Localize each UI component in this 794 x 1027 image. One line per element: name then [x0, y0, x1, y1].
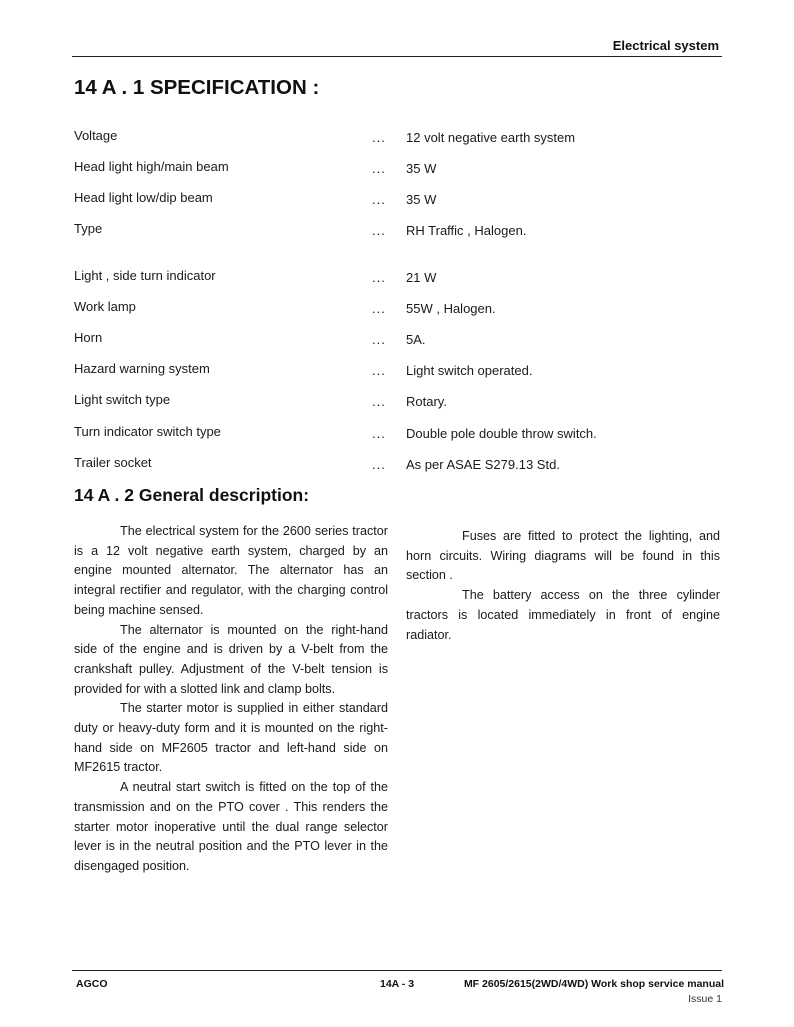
spec-section-title: 14 A . 1 SPECIFICATION : — [74, 76, 320, 99]
spec-leader-dots: ... — [372, 161, 386, 176]
spec-value: RH Traffic , Halogen. — [406, 223, 527, 238]
spec-leader-dots: ... — [372, 130, 386, 145]
description-section-title: 14 A . 2 General description: — [74, 485, 310, 505]
description-column-right — [406, 527, 720, 645]
footer-issue: Issue 1 — [688, 993, 722, 1005]
spec-leader-dots: ... — [372, 270, 386, 285]
description-paragraph: The electrical system for the 2600 series tractor is a 12 volt negative earth system, charged by an engine mounted alternator. The alternator has an integral rectifier and regulator, with the charging control being machine sensed. — [74, 524, 388, 617]
spec-label: Trailer socket — [74, 455, 152, 470]
description-column-left — [74, 522, 388, 877]
spec-row — [0, 221, 794, 241]
spec-value: 35 W — [406, 161, 437, 176]
spec-row — [0, 128, 794, 148]
spec-label: Turn indicator switch type — [74, 424, 221, 439]
spec-leader-dots: ... — [372, 426, 386, 441]
spec-row — [0, 361, 794, 381]
description-paragraph: Fuses are fitted to protect the lighting, and horn circuits. Wiring diagrams will be found in this section . — [406, 529, 720, 583]
header-rule — [72, 56, 722, 57]
spec-value: 55W , Halogen. — [406, 301, 496, 316]
header-section-title: Electrical system — [612, 38, 719, 53]
spec-row — [0, 330, 794, 350]
spec-value: 12 volt negative earth system — [406, 130, 576, 145]
spec-value: Double pole double throw switch. — [406, 426, 597, 441]
spec-leader-dots: ... — [372, 223, 386, 238]
spec-value: As per ASAE S279.13 Std. — [406, 457, 560, 472]
description-paragraph: The battery access on the three cylinder tractors is located immediately in front of engine radiator. — [406, 588, 720, 642]
spec-row — [0, 159, 794, 179]
description-paragraph: A neutral start switch is fitted on the top of the transmission and on the PTO cover . This renders the starter motor inoperative until the dual range selector lever is in the neutral position and the PTO lever in the disengaged position. — [74, 780, 388, 873]
spec-value: 35 W — [406, 192, 437, 207]
spec-leader-dots: ... — [372, 332, 386, 347]
spec-leader-dots: ... — [372, 394, 386, 409]
footer-page-number: 14A - 3 — [380, 978, 415, 990]
footer-manual-title: MF 2605/2615(2WD/4WD) Work shop service manual — [463, 978, 724, 990]
spec-value: Light switch operated. — [406, 363, 533, 378]
spec-label: Light , side turn indicator — [74, 268, 216, 283]
spec-row — [0, 455, 794, 475]
spec-row — [0, 268, 794, 288]
spec-row — [0, 392, 794, 412]
spec-value: 5A. — [406, 332, 426, 347]
spec-leader-dots: ... — [372, 192, 386, 207]
spec-label: Type — [74, 221, 103, 236]
spec-label: Light switch type — [74, 392, 171, 407]
spec-value: 21 W — [406, 270, 437, 285]
spec-leader-dots: ... — [372, 457, 386, 472]
spec-label: Work lamp — [74, 299, 136, 314]
footer-rule — [72, 970, 722, 971]
spec-leader-dots: ... — [372, 301, 386, 316]
footer-brand: AGCO — [76, 978, 108, 990]
spec-row — [0, 424, 794, 444]
spec-leader-dots: ... — [372, 363, 386, 378]
spec-label: Hazard warning system — [74, 361, 210, 376]
spec-value: Rotary. — [406, 394, 447, 409]
spec-row — [0, 190, 794, 210]
spec-label: Head light high/main beam — [74, 159, 229, 174]
description-paragraph: The alternator is mounted on the right-hand side of the engine and is driven by a V-belt from the crankshaft pulley. Adjustment of the V-belt tension is provided for with a slotted link and clamp bolts. — [74, 622, 388, 696]
description-paragraph: The starter motor is supplied in either standard duty or heavy-duty form and it is mounted on the right-hand side on MF2605 tractor and left-hand side on MF2615 tractor. — [74, 701, 388, 775]
spec-label: Horn — [74, 330, 103, 345]
spec-row — [0, 299, 794, 319]
spec-label: Voltage — [74, 128, 118, 143]
spec-label: Head light low/dip beam — [74, 190, 213, 205]
